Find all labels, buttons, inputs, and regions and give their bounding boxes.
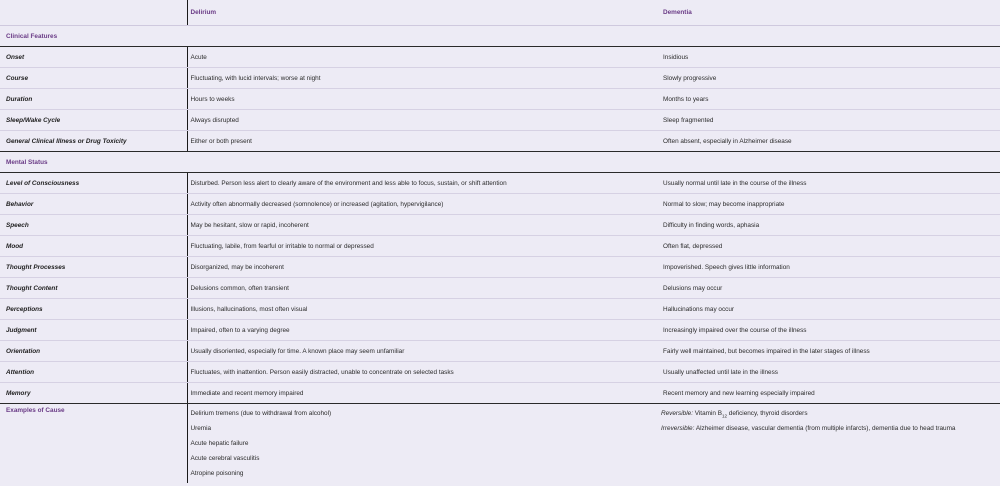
examples-of-cause-row: [0, 404, 1000, 484]
section-examples-of-cause: Examples of Cause: [6, 407, 65, 414]
section-title: Mental Status: [0, 152, 1000, 173]
dementia-cell: Impoverished. Speech gives little information: [660, 257, 1000, 278]
list-item: Acute hepatic failure: [190, 440, 249, 447]
table-row: [0, 131, 1000, 152]
reversible-text-post: deficiency, thyroid disorders: [727, 410, 808, 417]
delirium-cell: Hours to weeks: [187, 89, 660, 110]
table-row: [0, 68, 1000, 89]
dementia-cell: Slowly progressive: [660, 68, 1000, 89]
delirium-cell: Fluctuates, with inattention. Person easily distracted, unable to concentrate on selected tasks: [187, 362, 660, 383]
header-blank: [0, 0, 187, 26]
row-label: Behavior: [0, 194, 187, 215]
table-row: [0, 320, 1000, 341]
dementia-cell: Often flat, depressed: [660, 236, 1000, 257]
list-item: Uremia: [190, 425, 212, 432]
row-label: Speech: [0, 215, 187, 236]
dementia-cell: Sleep fragmented: [660, 110, 1000, 131]
table-row: [0, 89, 1000, 110]
delirium-cell: Activity often abnormally decreased (somnolence) or increased (agitation, hypervigilance): [187, 194, 660, 215]
delirium-cell: Either or both present: [187, 131, 660, 152]
header-delirium: Delirium: [187, 0, 660, 26]
dementia-cell: Normal to slow; may become inappropriate: [660, 194, 1000, 215]
table-row: [0, 173, 1000, 194]
table-row: [0, 341, 1000, 362]
delirium-cell: Impaired, often to a varying degree: [187, 320, 660, 341]
table-row: [0, 215, 1000, 236]
reversible-text-pre: Vitamin B: [692, 410, 722, 417]
dementia-cell: Months to years: [660, 89, 1000, 110]
delirium-cell: Disorganized, may be incoherent: [187, 257, 660, 278]
row-label: Mood: [0, 236, 187, 257]
delirium-causes: [187, 404, 660, 484]
section-title: Clinical Features: [0, 26, 1000, 47]
dementia-cell: Increasingly impaired over the course of the illness: [660, 320, 1000, 341]
dementia-cell: Delusions may occur: [660, 278, 1000, 299]
row-label: Orientation: [0, 341, 187, 362]
reversible-label: Reversible:: [661, 410, 693, 417]
delirium-cell: Illusions, hallucinations, most often visual: [187, 299, 660, 320]
row-label: Level of Consciousness: [0, 173, 187, 194]
delirium-cell: Always disrupted: [187, 110, 660, 131]
dementia-cell: Fairly well maintained, but becomes impaired in the later stages of illness: [660, 341, 1000, 362]
delirium-cell: Fluctuating, with lucid intervals; worse at night: [187, 68, 660, 89]
reversible-causes: [661, 407, 999, 422]
delirium-cell: Disturbed. Person less alert to clearly aware of the environment and less able to focus, sustain, or shift attention: [187, 173, 660, 194]
row-label: Perceptions: [0, 299, 187, 320]
section-mental-status: [0, 152, 1000, 173]
dementia-cell: Often absent, especially in Alzheimer disease: [660, 131, 1000, 152]
irreversible-text: Alzheimer disease, vascular dementia (from multiple infarcts), dementia due to head trauma: [694, 425, 956, 432]
delirium-cell: Delusions common, often transient: [187, 278, 660, 299]
table-row: [0, 278, 1000, 299]
header-dementia: Dementia: [660, 0, 1000, 26]
dementia-causes: [660, 404, 1000, 484]
row-label: Thought Content: [0, 278, 187, 299]
dementia-cell: Hallucinations may occur: [660, 299, 1000, 320]
table-row: [0, 299, 1000, 320]
list-item: Acute cerebral vasculitis: [190, 455, 260, 462]
dementia-cell: Difficulty in finding words, aphasia: [660, 215, 1000, 236]
vitamin-subscript: 12: [721, 413, 727, 419]
delirium-cell: Immediate and recent memory impaired: [187, 383, 660, 404]
table-row: [0, 110, 1000, 131]
dementia-cell: Usually unaffected until late in the illness: [660, 362, 1000, 383]
table-row: [0, 194, 1000, 215]
row-label: Thought Processes: [0, 257, 187, 278]
row-label: Memory: [0, 383, 187, 404]
row-label: Sleep/Wake Cycle: [0, 110, 187, 131]
table-row: [0, 47, 1000, 68]
table-row: [0, 236, 1000, 257]
row-label: General Clinical Illness or Drug Toxicity: [0, 131, 187, 152]
row-label: Attention: [0, 362, 187, 383]
irreversible-label: Irreversible:: [661, 425, 695, 432]
row-label: Onset: [0, 47, 187, 68]
table-row: [0, 257, 1000, 278]
header-row: [0, 0, 1000, 26]
row-label: Duration: [0, 89, 187, 110]
delirium-cell: Acute: [187, 47, 660, 68]
list-item: Atropine poisoning: [190, 470, 244, 477]
dementia-cell: Usually normal until late in the course of the illness: [660, 173, 1000, 194]
dementia-cell: Recent memory and new learning especially impaired: [660, 383, 1000, 404]
delirium-cell: May be hesitant, slow or rapid, incoherent: [187, 215, 660, 236]
row-label: Course: [0, 68, 187, 89]
list-item: Delirium tremens (due to withdrawal from alcohol): [190, 410, 332, 417]
section-clinical-features: [0, 26, 1000, 47]
table-row: [0, 383, 1000, 404]
dementia-cell: Insidious: [660, 47, 1000, 68]
table-row: [0, 362, 1000, 383]
delirium-cell: Fluctuating, labile, from fearful or irritable to normal or depressed: [187, 236, 660, 257]
irreversible-causes: [661, 422, 999, 437]
row-label: Judgment: [0, 320, 187, 341]
delirium-cell: Usually disoriented, especially for time. A known place may seem unfamiliar: [187, 341, 660, 362]
